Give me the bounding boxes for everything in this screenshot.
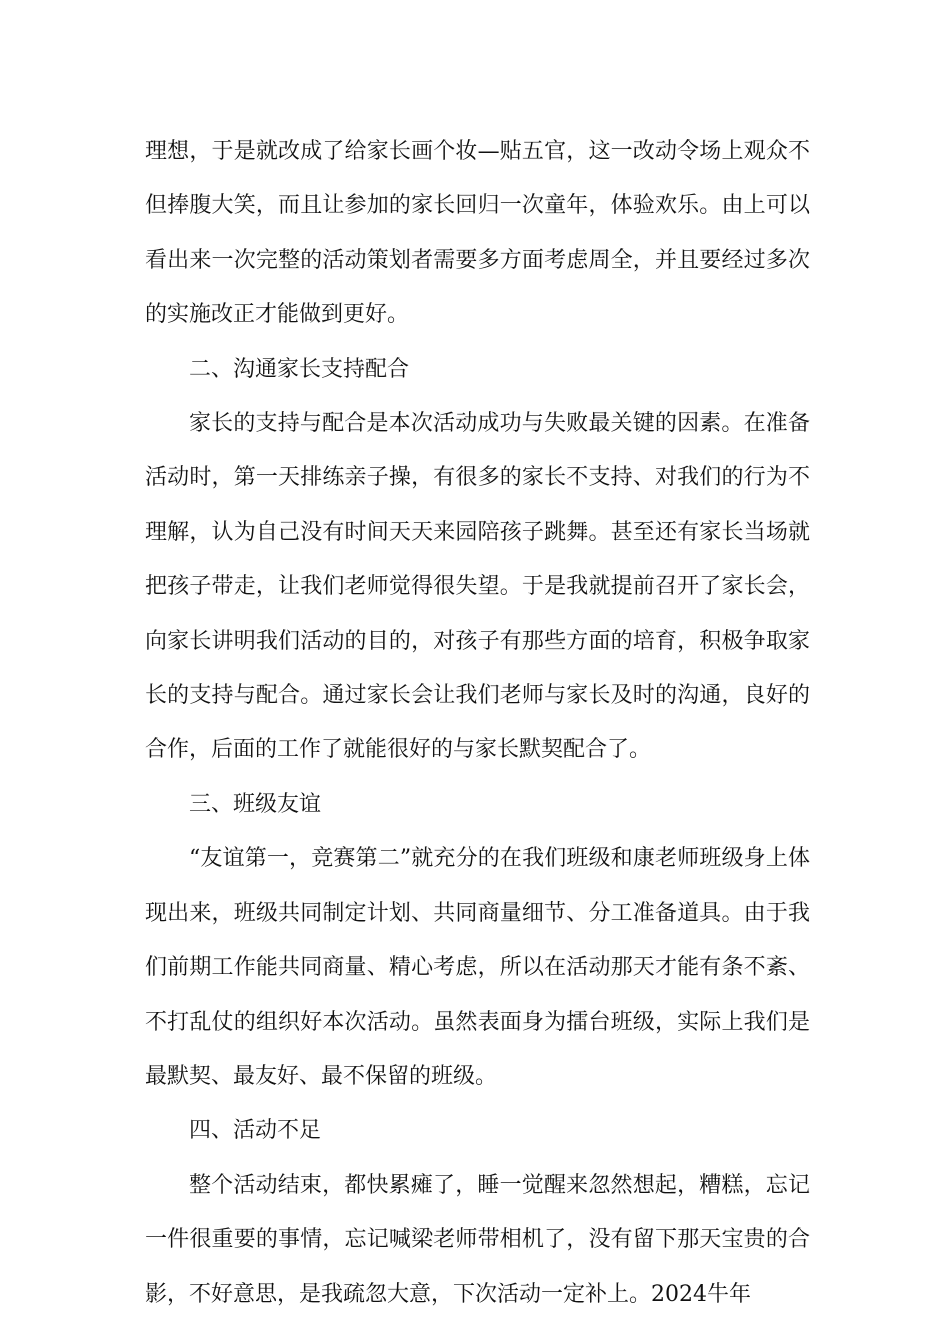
section-heading-shortcomings: 四、活动不足 [189, 1118, 322, 1144]
paragraph-class-friendship: “友谊第一，竞赛第二”就充分的在我们班级和康老师班级身上体现出来，班级共同制定计划、共同商量细节、分工准备道具。由于我们前期工作能共同商量、精心考虑，所以在活动那天才能有条不紊、不打乱仗的组织好本次活动。虽然表面身为擂台班级，实际上我们是最默契、最友好、最不保留的班级。 [145, 846, 810, 1089]
section-heading-class-friendship: 三、班级友谊 [189, 791, 322, 817]
document-body [145, 125, 810, 1322]
section-heading-parent-communication: 二、沟通家长支持配合 [189, 356, 410, 382]
paragraph-parent-support: 家长的支持与配合是本次活动成功与失败最关键的因素。在准备活动时，第一天排练亲子操，有很多的家长不支持、对我们的行为不理解，认为自己没有时间天天来园陪孩子跳舞。甚至还有家长当场就把孩子带走，让我们老师觉得很失望。于是我就提前召开了家长会，向家长讲明我们活动的目的，对孩子有那些方面的培育，积极争取家长的支持与配合。通过家长会让我们老师与家长及时的沟通，良好的合作，后面的工作了就能很好的与家长默契配合了。 [145, 411, 810, 763]
paragraph-shortcomings: 整个活动结束，都快累瘫了，睡一觉醒来忽然想起，糟糕，忘记一件很重要的事情，忘记喊梁老师带相机了，没有留下那天宝贵的合影，不好意思，是我疏忽大意，下次活动一定补上。2024牛年 [145, 1172, 810, 1307]
paragraph-continuation: 理想，于是就改成了给家长画个妆—贴五官，这一改动令场上观众不但捧腹大笑，而且让参加的家长回归一次童年，体验欢乐。由上可以看出来一次完整的活动策划者需要多方面考虑周全，并且要经过多次的实施改正才能做到更好。 [145, 139, 810, 328]
